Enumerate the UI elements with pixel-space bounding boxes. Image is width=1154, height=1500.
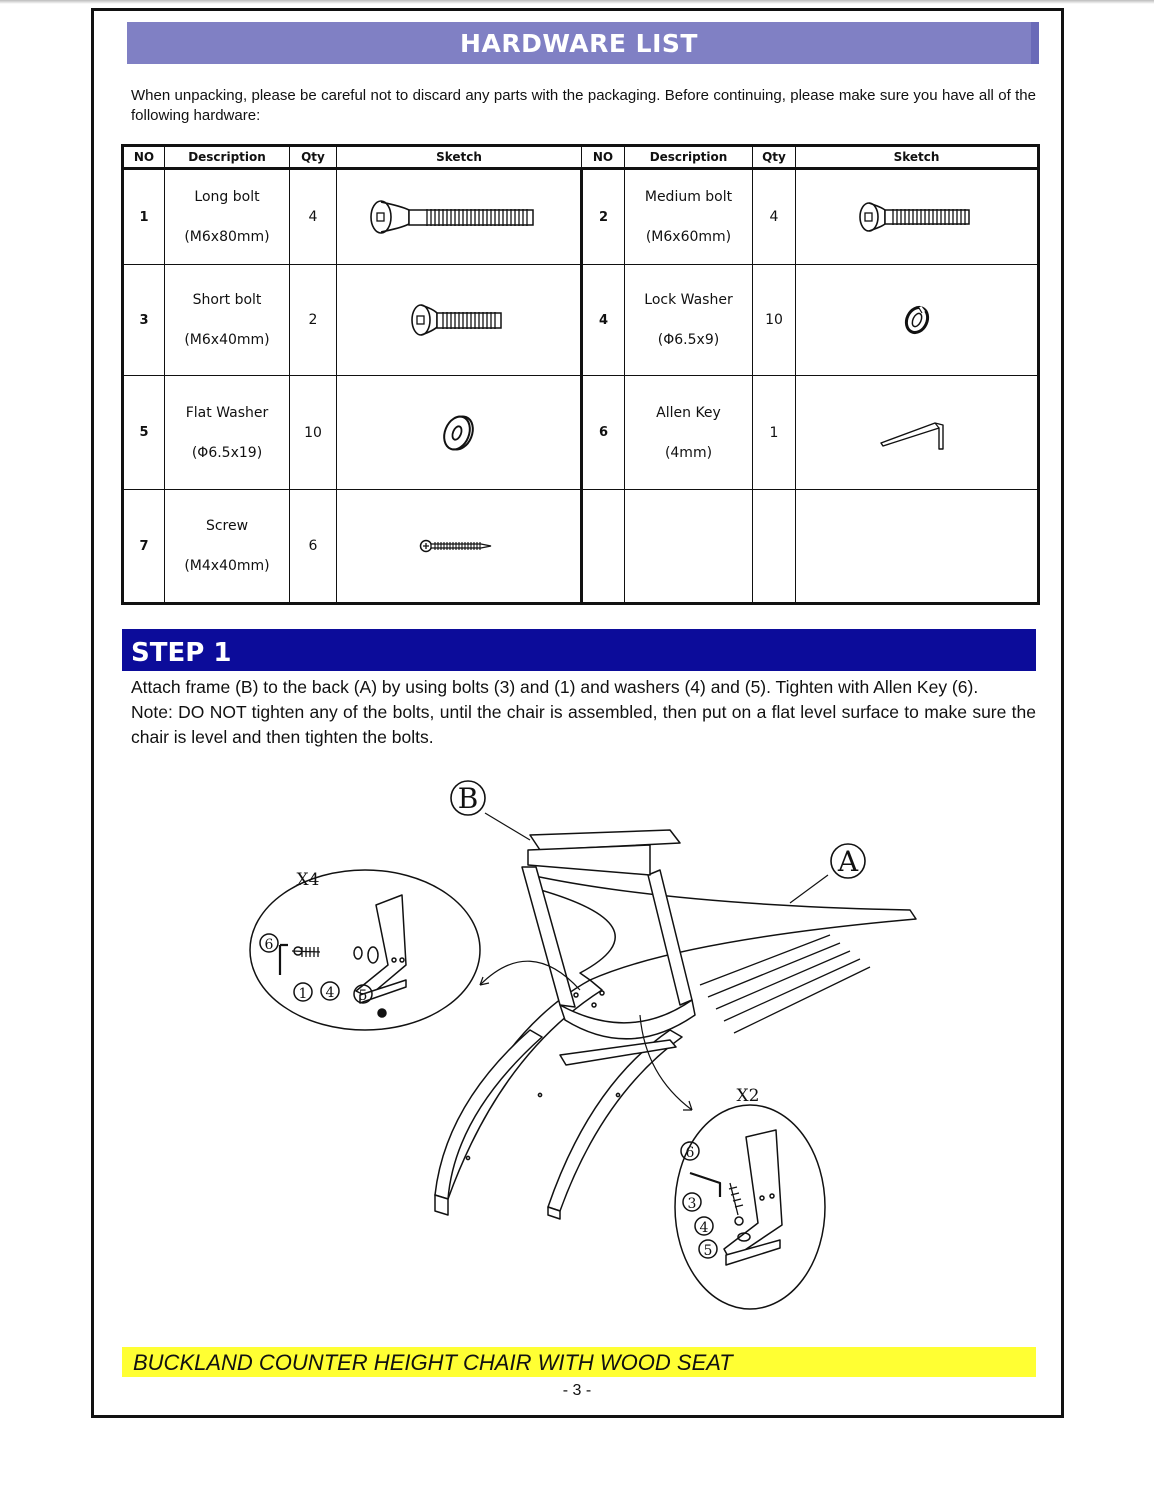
back-rail-upper bbox=[530, 875, 916, 980]
detail-left-circle bbox=[250, 870, 480, 1030]
part-qty: 10 bbox=[290, 376, 337, 490]
part-size: (M6x40mm) bbox=[184, 332, 270, 348]
callout-1: 1 bbox=[298, 986, 308, 1002]
part-name: Allen Key bbox=[656, 404, 721, 421]
col-header-no: NO bbox=[582, 146, 625, 169]
part-name: Flat Washer bbox=[185, 404, 269, 421]
part-size: (M4x40mm) bbox=[184, 558, 270, 574]
chair-slats bbox=[700, 935, 870, 1033]
table-row bbox=[123, 490, 1039, 604]
part-size: (Φ6.5x19) bbox=[191, 444, 263, 461]
part-qty: 4 bbox=[290, 169, 337, 265]
medium-bolt-icon bbox=[796, 169, 1039, 265]
part-size: (M6x60mm) bbox=[645, 229, 732, 245]
col-header-sketch: Sketch bbox=[337, 146, 582, 169]
short-bolt-icon bbox=[337, 265, 582, 376]
label-a: A bbox=[837, 845, 859, 878]
flat-washer-icon bbox=[337, 376, 582, 490]
part-size: (M6x80mm) bbox=[184, 229, 270, 245]
col-header-qty: Qty bbox=[753, 146, 796, 169]
step-header bbox=[122, 629, 1036, 671]
product-name: BUCKLAND COUNTER HEIGHT CHAIR WITH WOOD SEAT bbox=[133, 1350, 733, 1375]
part-number: 4 bbox=[582, 265, 625, 376]
part-number: 1 bbox=[123, 169, 165, 265]
part-qty: 2 bbox=[290, 265, 337, 376]
label-b: B bbox=[457, 782, 479, 815]
step-instructions bbox=[131, 675, 1036, 750]
empty-cell bbox=[796, 490, 1039, 604]
step-title: STEP 1 bbox=[131, 638, 232, 668]
assembly-diagram bbox=[230, 775, 930, 1315]
part-name: Medium bolt bbox=[644, 189, 733, 205]
callout-6: 6 bbox=[264, 937, 274, 953]
table-row bbox=[123, 376, 1039, 490]
step-instruction: Attach frame (B) to the back (A) by using bolts (3) and (1) and washers (4) and (5). Tighten with Allen Key (6). bbox=[131, 677, 979, 697]
callout-5: 5 bbox=[703, 1243, 713, 1259]
part-description bbox=[165, 490, 290, 604]
empty-cell bbox=[753, 490, 796, 604]
part-qty: 6 bbox=[290, 490, 337, 604]
part-number: 3 bbox=[123, 265, 165, 376]
col-header-description: Description bbox=[165, 146, 290, 169]
callout-4: 4 bbox=[699, 1220, 709, 1236]
table-row bbox=[123, 265, 1039, 376]
part-number: 2 bbox=[582, 169, 625, 265]
part-description bbox=[625, 169, 753, 265]
part-description bbox=[165, 376, 290, 490]
part-name: Long bolt bbox=[194, 189, 260, 205]
part-qty: 4 bbox=[753, 169, 796, 265]
table-header-row bbox=[123, 146, 1039, 169]
hardware-list-header bbox=[127, 22, 1039, 64]
page-number: - 3 - bbox=[562, 1382, 592, 1399]
callout-3: 3 bbox=[687, 1196, 697, 1212]
callout-4: 4 bbox=[325, 985, 335, 1001]
step-note: Note: DO NOT tighten any of the bolts, until the chair is assembled, then put on a flat level surface to make sure the chair is level and then tighten the bolts. bbox=[131, 702, 1036, 747]
col-header-no: NO bbox=[123, 146, 165, 169]
part-name: Lock Washer bbox=[644, 292, 733, 308]
part-name: Short bolt bbox=[192, 292, 262, 308]
col-header-qty: Qty bbox=[290, 146, 337, 169]
callout-6: 6 bbox=[685, 1145, 695, 1161]
empty-cell bbox=[582, 490, 625, 604]
lock-washer-icon bbox=[796, 265, 1039, 376]
part-name: Screw bbox=[205, 518, 249, 534]
detail-right-count: X2 bbox=[736, 1086, 760, 1106]
detail-left-count: X4 bbox=[296, 870, 320, 890]
part-number: 7 bbox=[123, 490, 165, 604]
hardware-table bbox=[121, 144, 1040, 605]
part-description bbox=[625, 376, 753, 490]
screw-icon bbox=[337, 490, 582, 604]
top-shadow bbox=[0, 0, 1154, 4]
part-size: (4mm) bbox=[664, 444, 713, 461]
part-description bbox=[165, 169, 290, 265]
hardware-list-title: HARDWARE LIST bbox=[460, 29, 698, 58]
part-qty: 10 bbox=[753, 265, 796, 376]
product-banner bbox=[122, 1347, 1036, 1377]
table-row bbox=[123, 169, 1039, 265]
col-header-description: Description bbox=[625, 146, 753, 169]
allen-key-icon bbox=[796, 376, 1039, 490]
long-bolt-icon bbox=[337, 169, 582, 265]
empty-cell bbox=[625, 490, 753, 604]
part-description bbox=[165, 265, 290, 376]
part-size: (Φ6.5x9) bbox=[657, 332, 720, 348]
col-header-sketch: Sketch bbox=[796, 146, 1039, 169]
part-number: 6 bbox=[582, 376, 625, 490]
intro-text: When unpacking, please be careful not to discard any parts with the packaging. Before continuing, please make sure you have all of the following hardware: bbox=[131, 87, 1036, 124]
part-description bbox=[625, 265, 753, 376]
part-number: 5 bbox=[123, 376, 165, 490]
callout-5: 5 bbox=[358, 988, 368, 1004]
part-qty: 1 bbox=[753, 376, 796, 490]
